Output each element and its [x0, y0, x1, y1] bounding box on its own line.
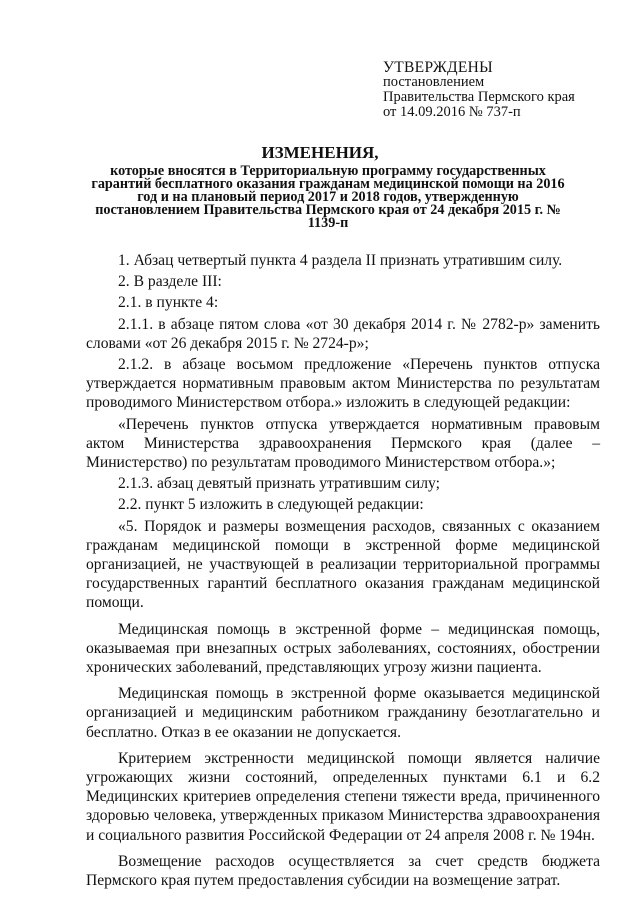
approval-line: от 14.09.2016 № 737-п: [383, 104, 521, 120]
paragraph: Медицинская помощь в экстренной форме оказывается медицинской организацией и медицинским работником гражданину безотлагательно и бесплатно. Отказ в ее оказании не допускается.: [86, 685, 600, 741]
paragraph: 2.1.1. в абзаце пятом слова «от 30 декабря 2014 г. № 2782-р» заменить словами «от 26 декабря 2015 г. № 2724-р»;: [86, 315, 600, 352]
document-body: [86, 251, 600, 892]
paragraph: 1. Абзац четвертый пункта 4 раздела II признать утратившим силу.: [118, 252, 563, 269]
paragraph: 2.1.3. абзац девятый признать утратившим силу;: [118, 475, 440, 493]
approval-line: Правительства Пермского края: [383, 89, 575, 105]
paragraph: 2.2. пункт 5 изложить в следующей редакции:: [118, 496, 424, 514]
paragraph: «Перечень пунктов отпуска утверждается нормативным правовым актом Министерства здравоохранения Пермского края (далее – Министерство) по результатам проводимого Министерством отбора.»;: [86, 415, 600, 472]
approval-title: УТВЕРЖДЕНЫ: [383, 59, 493, 76]
paragraph: 2.1. в пункте 4:: [118, 294, 219, 312]
approval-line: постановлением: [383, 74, 485, 90]
paragraph: Возмещение расходов осуществляется за счет средств бюджета Пермского края путем предоставления субсидии на возмещение затрат.: [86, 852, 600, 890]
paragraph: 2.1.2. в абзаце восьмом предложение «Перечень пунктов отпуска утверждается нормативным правовым актом Министерства по результатам проводимого Министерством отбора.» изложить в следующей редакции:: [86, 356, 600, 412]
document-title: ИЗМЕНЕНИЯ,: [261, 143, 379, 162]
approval-stamp: [383, 60, 633, 120]
paragraph: Критерием экстренности медицинской помощи является наличие угрожающих жизни состояний, определенных пунктами 6.1 и 6.2 Медицинских критериев определения степени тяжести вреда, причиненного здоровью человека, утвержденных приказом Министерства здравоохранения и социального развития Российской Федерации от 24 апреля 2008 г. № 194н.: [86, 749, 600, 844]
paragraph: Медицинская помощь в экстренной форме – медицинская помощь, оказываемая при внезапных острых заболеваниях, состояниях, обострении хронических заболеваний, представляющих угрозу жизни пациента.: [86, 620, 600, 677]
document-subtitle: которые вносятся в Территориальную программу государственных гарантий бесплатного оказания гражданам медицинской помощи на 2016 год и на плановый период 2017 и 2018 годов, утвержденную постановлением Правительства Пермского края от 24 декабря 2015 г. № 1139-п: [91, 163, 565, 231]
paragraph: 2. В разделе III:: [118, 273, 222, 291]
paragraph: «5. Порядок и размеры возмещения расходов, связанных с оказанием гражданам медицинской помощи в экстренной форме медицинской организацией, не участвующей в реализации территориальной программы государственных гарантий бесплатного оказания гражданам медицинской помощи.: [86, 517, 600, 612]
